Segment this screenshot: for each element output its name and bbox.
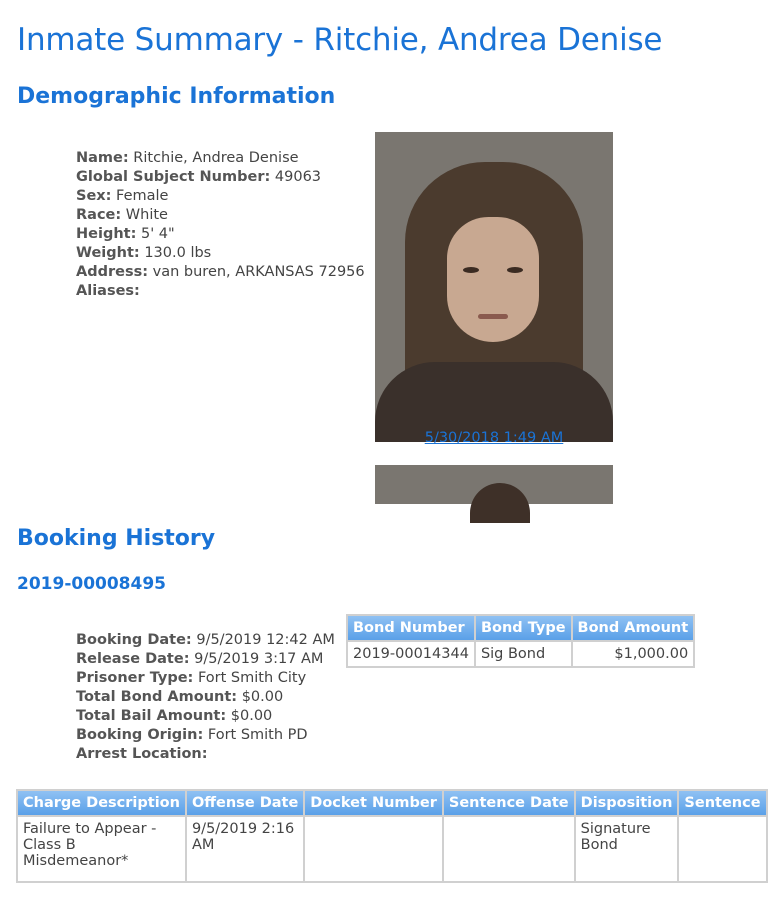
offense-date-cell: 9/5/2019 2:16 AM: [187, 817, 303, 881]
docket-number-header: Docket Number: [305, 791, 442, 815]
field-weight: Weight: 130.0 lbs: [76, 245, 212, 261]
field-booking-origin: Booking Origin: Fort Smith PD: [76, 727, 308, 743]
mugshot-date-link[interactable]: 5/30/2018 1:49 AM: [424, 430, 564, 446]
field-aliases: Aliases:: [76, 283, 140, 299]
disposition-cell: Signature Bond: [576, 817, 678, 881]
field-prisoner-type: Prisoner Type: Fort Smith City: [76, 670, 307, 686]
page-title: Inmate Summary - Ritchie, Andrea Denise: [17, 22, 663, 58]
field-name: Name: Ritchie, Andrea Denise: [76, 150, 299, 166]
field-height: Height: 5' 4": [76, 226, 175, 242]
charge-table: [16, 789, 768, 883]
charge-table-header: [18, 791, 766, 815]
docket-number-cell: [305, 817, 442, 881]
field-arrest-location: Arrest Location:: [76, 746, 208, 762]
field-total-bond-amount: Total Bond Amount: $0.00: [76, 689, 284, 705]
table-row: [18, 817, 766, 881]
bond-table: [346, 614, 695, 668]
sentence-date-header: Sentence Date: [444, 791, 574, 815]
field-address: Address: van buren, ARKANSAS 72956: [76, 264, 365, 280]
disposition-header: Disposition: [576, 791, 678, 815]
charge-description-header: Charge Description: [18, 791, 185, 815]
mugshot-photo-2[interactable]: [375, 465, 613, 504]
bond-number-header: Bond Number: [348, 616, 474, 640]
field-global-subject-number: Global Subject Number: 49063: [76, 169, 322, 185]
table-row: [348, 642, 693, 666]
bond-table-header: [348, 616, 693, 640]
field-sex: Sex: Female: [76, 188, 169, 204]
field-race: Race: White: [76, 207, 168, 223]
bond-amount-cell: $1,000.00: [573, 642, 694, 666]
booking-history-heading: Booking History: [17, 526, 216, 551]
mugshot-photo[interactable]: [375, 132, 613, 429]
field-total-bail-amount: Total Bail Amount: $0.00: [76, 708, 273, 724]
sentence-header: Sentence: [679, 791, 765, 815]
field-booking-date: Booking Date: 9/5/2019 12:42 AM: [76, 632, 335, 648]
booking-id: 2019-00008495: [17, 574, 166, 594]
bond-type-header: Bond Type: [476, 616, 571, 640]
offense-date-header: Offense Date: [187, 791, 303, 815]
bond-amount-header: Bond Amount: [573, 616, 694, 640]
field-release-date: Release Date: 9/5/2019 3:17 AM: [76, 651, 324, 667]
sentence-cell: [679, 817, 765, 881]
demographic-fields: [76, 149, 365, 301]
demographics-heading: Demographic Information: [17, 84, 336, 109]
bond-type-cell: Sig Bond: [476, 642, 571, 666]
booking-fields: [76, 631, 335, 764]
charge-description-cell: Failure to Appear - Class B Misdemeanor*: [18, 817, 185, 881]
sentence-date-cell: [444, 817, 574, 881]
bond-number-cell: 2019-00014344: [348, 642, 474, 666]
